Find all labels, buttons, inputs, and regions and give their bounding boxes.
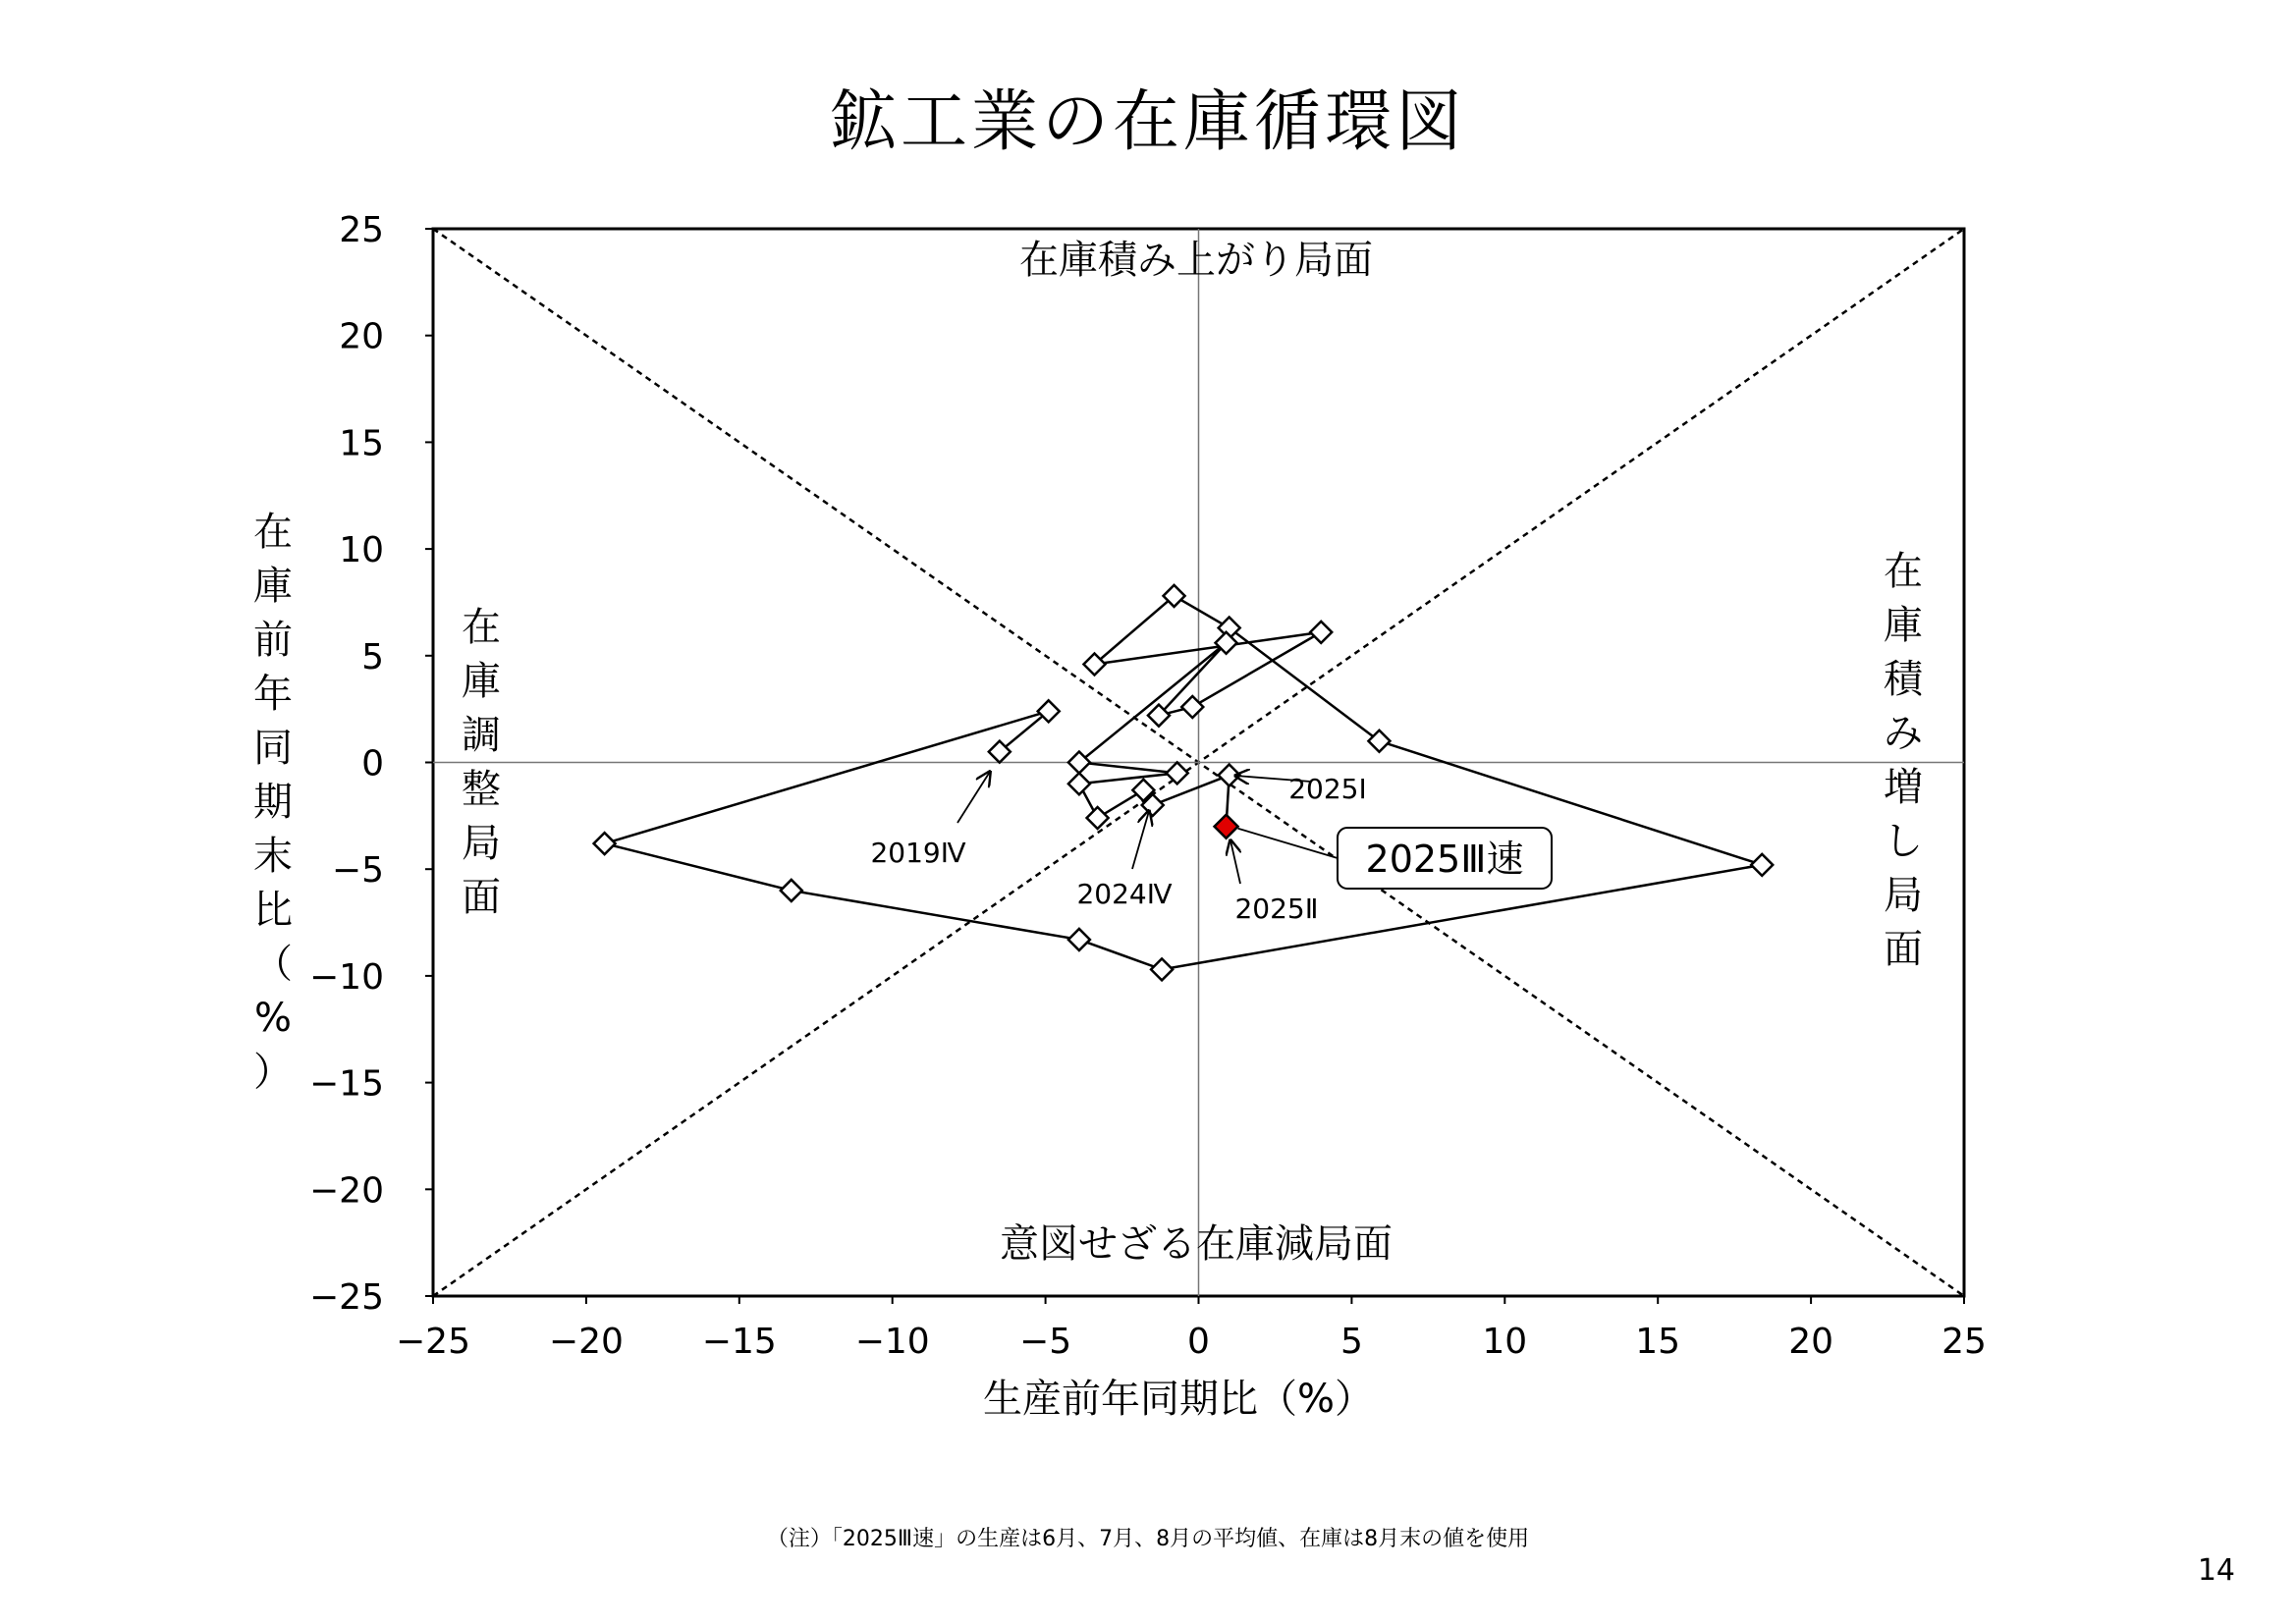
vertical-char: 比 xyxy=(253,888,293,933)
data-point xyxy=(1068,773,1090,794)
vertical-char: 期 xyxy=(253,780,293,825)
x-tick-label: −20 xyxy=(548,1322,624,1362)
y-tick-label: −25 xyxy=(309,1277,384,1318)
page-number: 14 xyxy=(2197,1553,2235,1588)
vertical-char: 在 xyxy=(462,605,501,650)
vertical-char: 末 xyxy=(253,834,293,879)
vertical-char: 庫 xyxy=(253,564,293,609)
latest-label-leader xyxy=(1238,829,1338,858)
region-label-right xyxy=(1884,549,1926,972)
vertical-char: 庫 xyxy=(462,659,501,704)
x-axis-title: 生産前年同期比（%） xyxy=(982,1377,1375,1422)
x-tick-label: −25 xyxy=(396,1322,470,1362)
vertical-char: 整 xyxy=(462,767,501,812)
vertical-char: し xyxy=(1884,819,1923,864)
annotation-arrow xyxy=(1132,811,1149,869)
vertical-char: ） xyxy=(253,1050,293,1095)
vertical-char: % xyxy=(253,996,293,1041)
y-tick-label: −15 xyxy=(309,1063,384,1105)
reference-lines xyxy=(433,229,1964,1296)
vertical-char: 面 xyxy=(462,875,501,920)
y-axis-ticks xyxy=(309,210,433,1318)
series-line xyxy=(605,596,1763,969)
vertical-char: 面 xyxy=(1884,927,1923,972)
data-point xyxy=(1151,958,1173,980)
data-point xyxy=(1181,696,1203,718)
latest-data-point xyxy=(1215,815,1238,839)
vertical-char: 局 xyxy=(462,821,501,866)
vertical-char: 年 xyxy=(253,672,293,717)
y-tick-label: 25 xyxy=(339,210,384,250)
data-point xyxy=(781,880,802,901)
vertical-char: 増 xyxy=(1884,765,1923,810)
y-axis-title xyxy=(253,510,293,1095)
latest-label-text: 2025Ⅲ速 xyxy=(1365,838,1524,881)
x-tick-label: 20 xyxy=(1788,1322,1834,1362)
vertical-char: 在 xyxy=(1884,549,1923,594)
series-layer xyxy=(594,585,1774,980)
data-point xyxy=(1068,929,1090,950)
y-tick-label: 5 xyxy=(361,636,384,677)
data-point xyxy=(594,833,616,854)
page-title: 鉱工業の在庫循環図 xyxy=(829,83,1466,161)
x-tick-label: 25 xyxy=(1941,1322,1987,1362)
vertical-char: 在 xyxy=(253,510,293,555)
vertical-char: （ xyxy=(253,942,293,987)
x-tick-label: 0 xyxy=(1187,1322,1210,1362)
annotation-layer xyxy=(870,772,1366,925)
annotation-arrow xyxy=(1230,840,1240,884)
vertical-char: 調 xyxy=(462,713,501,758)
y-tick-label: 15 xyxy=(339,423,384,464)
region-label-top: 在庫積み上がり局面 xyxy=(1019,238,1373,283)
x-axis-ticks xyxy=(396,1296,1987,1362)
y-tick-label: 10 xyxy=(339,530,384,571)
x-tick-label: −5 xyxy=(1019,1322,1072,1362)
x-tick-label: 10 xyxy=(1482,1322,1528,1362)
y-tick-label: 20 xyxy=(339,316,384,357)
y-tick-label: −20 xyxy=(309,1170,384,1212)
vertical-char: 局 xyxy=(1884,873,1923,918)
y-tick-label: −5 xyxy=(331,850,384,892)
vertical-char: 同 xyxy=(253,726,293,771)
data-point xyxy=(1751,854,1773,876)
vertical-char: み xyxy=(1884,711,1923,756)
annotation-label: 2025Ⅱ xyxy=(1234,893,1319,925)
annotation-arrow xyxy=(957,772,990,823)
y-tick-label: 0 xyxy=(361,743,384,785)
x-tick-label: −10 xyxy=(854,1322,930,1362)
x-tick-label: 15 xyxy=(1635,1322,1681,1362)
y-tick-label: −10 xyxy=(309,956,384,998)
annotation-label: 2024Ⅳ xyxy=(1076,878,1173,910)
vertical-char: 庫 xyxy=(1884,603,1923,648)
data-point xyxy=(1167,762,1188,784)
data-point xyxy=(1087,807,1109,829)
footnote: （注）「2025Ⅲ速」の生産は6月、7月、8月の平均値、在庫は8月末の値を使用 xyxy=(766,1527,1530,1551)
vertical-char: 前 xyxy=(253,618,293,663)
data-point xyxy=(1310,622,1332,643)
latest-label-box xyxy=(1338,828,1552,889)
region-label-bottom: 意図せざる在庫減局面 xyxy=(1000,1221,1393,1267)
vertical-char: 積 xyxy=(1884,657,1923,702)
annotation-label: 2025Ⅰ xyxy=(1288,773,1367,805)
annotation-label: 2019Ⅳ xyxy=(870,837,966,869)
x-tick-label: −15 xyxy=(701,1322,777,1362)
data-point xyxy=(1368,731,1390,752)
x-tick-label: 5 xyxy=(1339,1322,1363,1362)
